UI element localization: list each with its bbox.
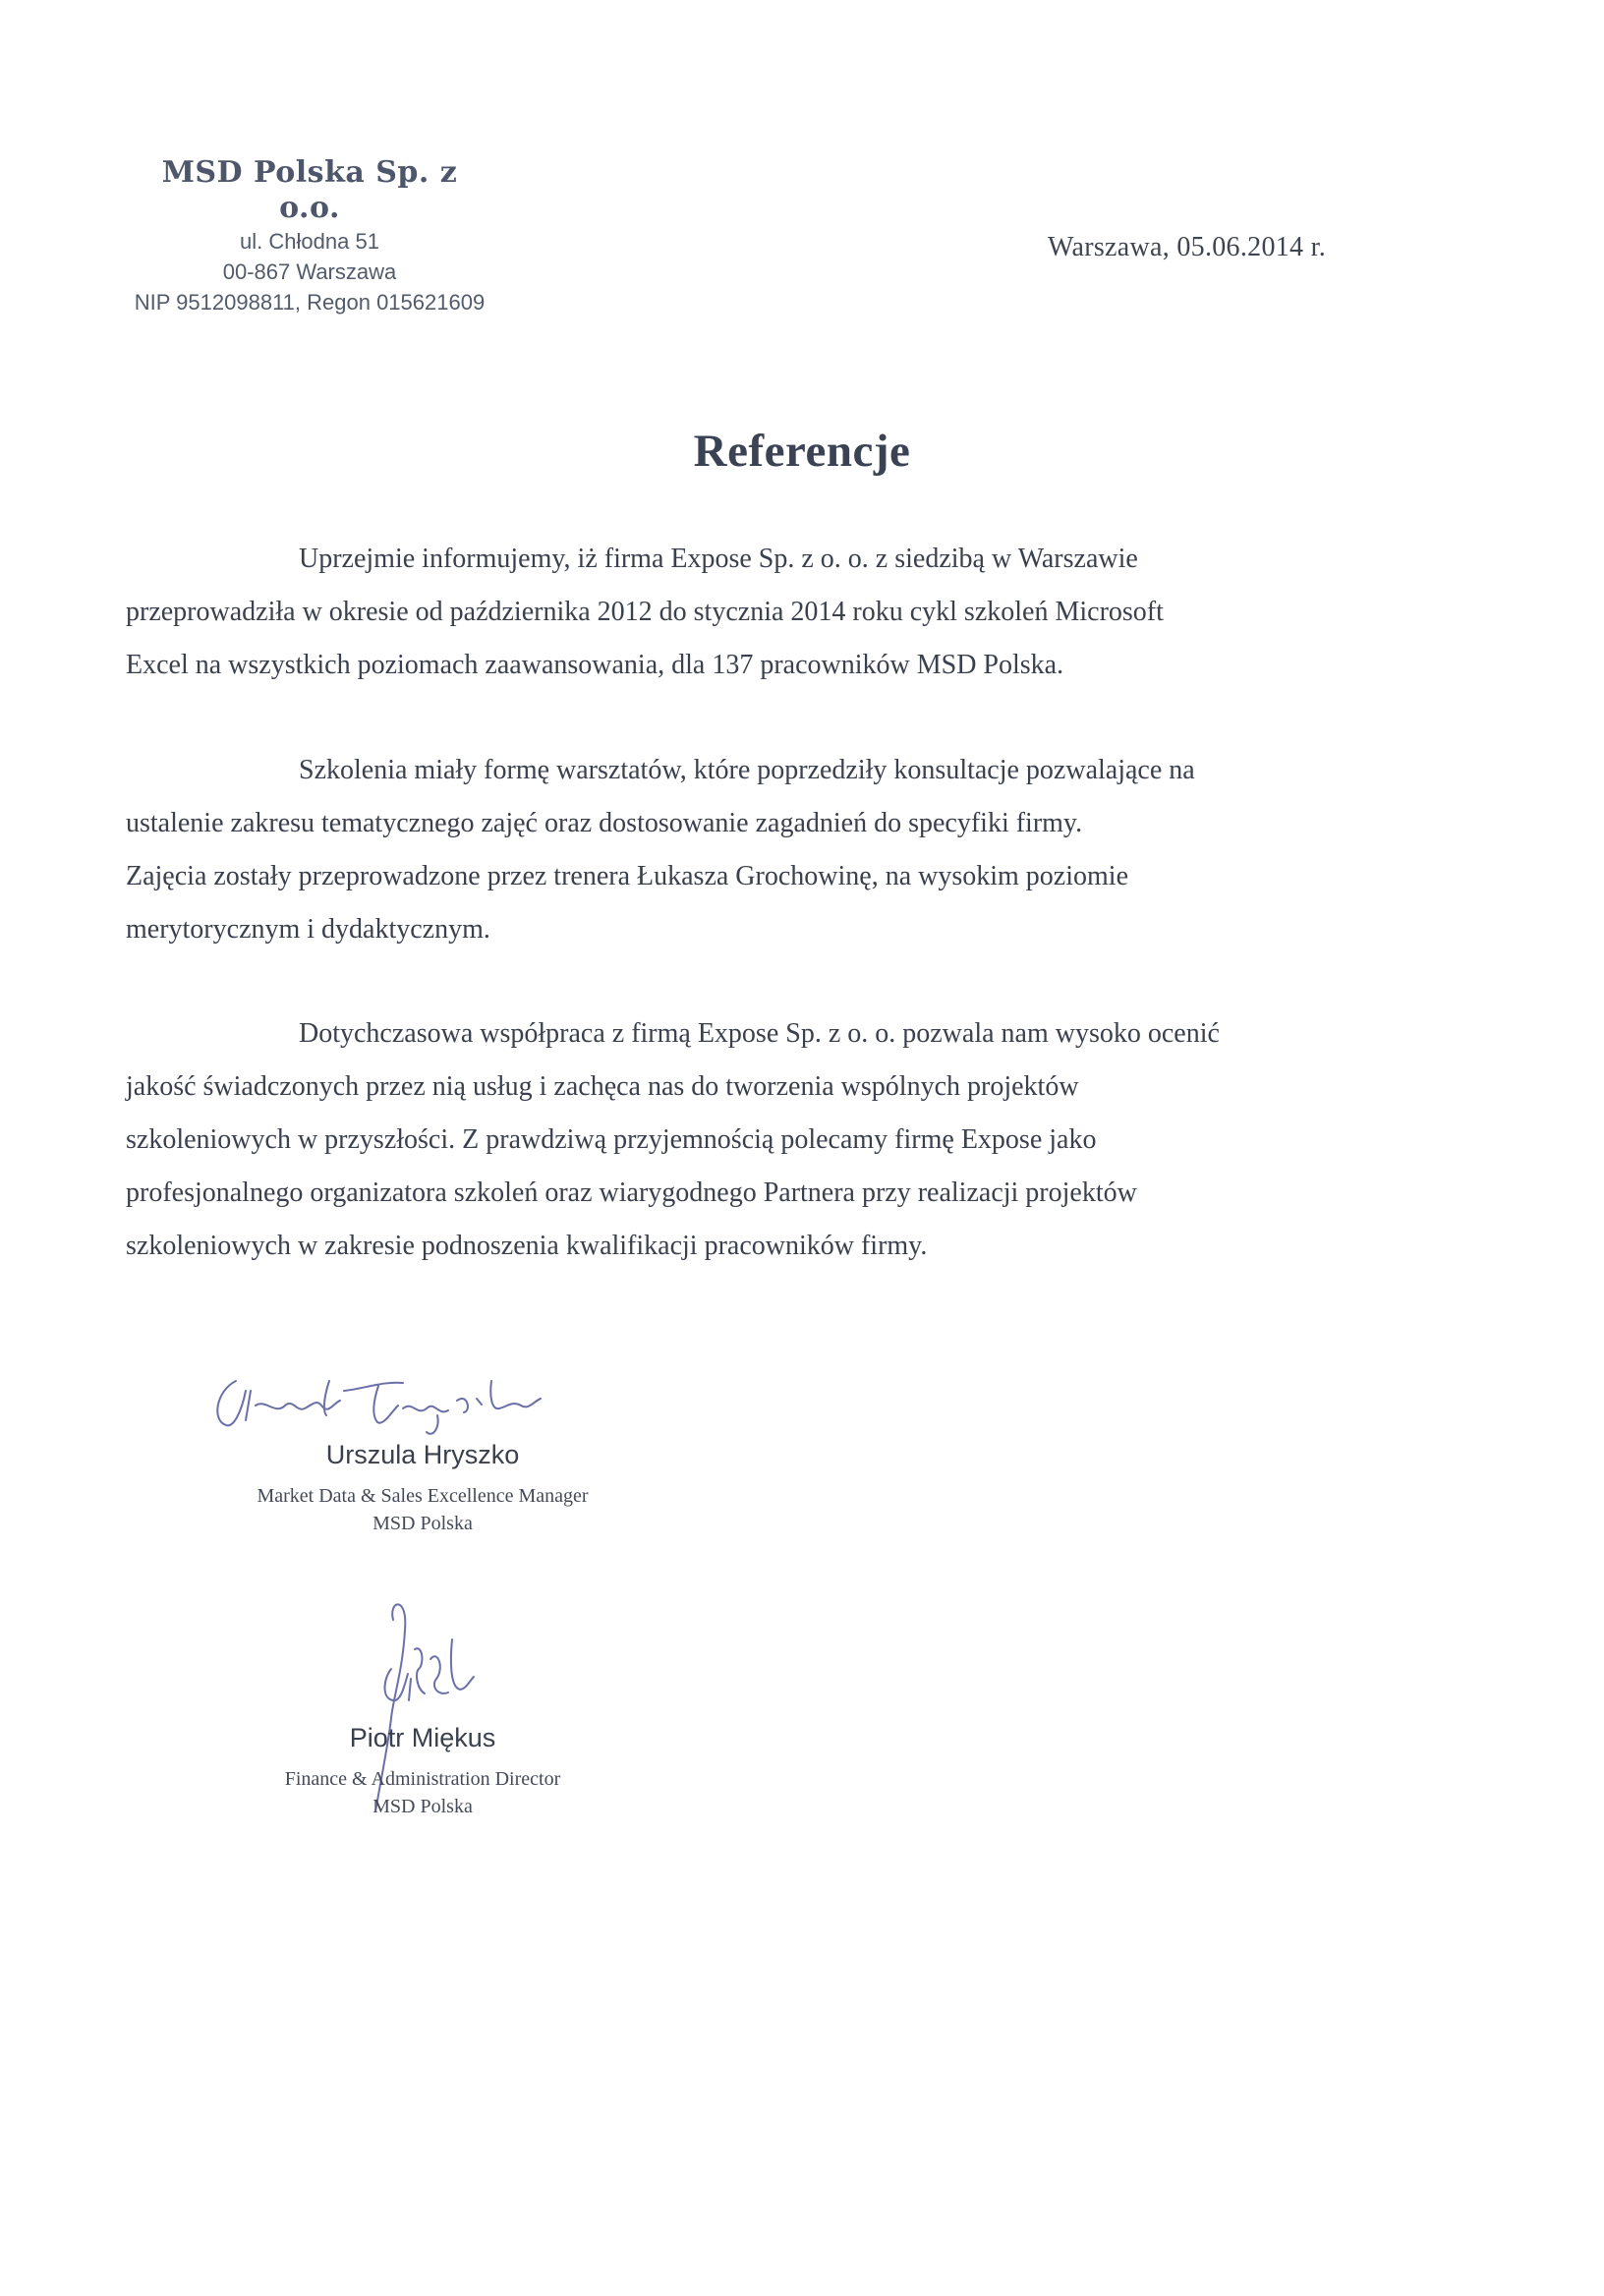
signatory-role: Market Data & Sales Excellence Manager — [257, 1485, 589, 1507]
signatory-name: Urszula Hryszko — [325, 1440, 520, 1469]
paragraph-line: merytorycznym i dydaktycznym. — [126, 914, 490, 945]
company-stamp — [128, 155, 491, 317]
paragraph-line: Uprzejmie informujemy, iż firma Expose Sp. z o. o. z siedzibą w Warszawie — [299, 544, 1138, 574]
paragraph-2 — [126, 744, 1411, 956]
letter-date: Warszawa, 05.06.2014 r. — [1048, 232, 1327, 262]
paragraph-line: ustalenie zakresu tematycznego zajęć oraz dostosowanie zagadnień do specyfiki firmy. — [126, 808, 1083, 838]
paragraph-line: szkoleniowych w zakresie podnoszenia kwalifikacji pracowników firmy. — [126, 1231, 928, 1261]
paragraph-line: Excel na wszystkich poziomach zaawansowania, dla 137 pracowników MSD Polska. — [126, 650, 1064, 680]
signatory-1 — [177, 1437, 668, 1537]
paragraph-1 — [126, 533, 1411, 692]
paragraph-3 — [126, 1007, 1411, 1273]
signatory-role: Finance & Administration Director — [284, 1768, 561, 1790]
paragraph-line: Szkolenia miały formę warsztatów, które poprzedziły konsultacje pozwalające na — [299, 755, 1195, 785]
paragraph-line: szkoleniowych w przyszłości. Z prawdziwą przyjemnością polecamy firmę Expose jako — [126, 1124, 1097, 1155]
paragraph-line: przeprowadziła w okresie od października 2012 do stycznia 2014 roku cykl szkoleń Microsoft — [126, 597, 1164, 627]
stamp-street: ul. Chłodna 51 — [240, 229, 379, 254]
paragraph-line: Zajęcia zostały przeprowadzone przez trenera Łukasza Grochowinę, na wysokim poziomie — [126, 861, 1128, 891]
stamp-company-name: MSD Polska Sp. z o.o. — [161, 155, 458, 225]
letter-title: Referencje — [693, 426, 911, 477]
signatory-2 — [177, 1720, 668, 1820]
paragraph-line: Dotychczasowa współpraca z firmą Expose Sp. z o. o. pozwala nam wysoko ocenić — [299, 1018, 1220, 1049]
stamp-city: 00-867 Warszawa — [222, 259, 397, 284]
signatory-name: Piotr Miękus — [349, 1723, 496, 1752]
signatory-company: MSD Polska — [372, 1513, 473, 1534]
stamp-ids: NIP 9512098811, Regon 015621609 — [134, 290, 486, 315]
paragraph-line: profesjonalnego organizatora szkoleń oraz wiarygodnego Partnera przy realizacji projektów — [126, 1177, 1137, 1208]
paragraph-line: jakość świadczonych przez nią usług i zachęca nas do tworzenia wspólnych projektów — [126, 1071, 1079, 1102]
handwritten-signature-1 — [206, 1361, 600, 1440]
signatory-company: MSD Polska — [372, 1796, 473, 1817]
